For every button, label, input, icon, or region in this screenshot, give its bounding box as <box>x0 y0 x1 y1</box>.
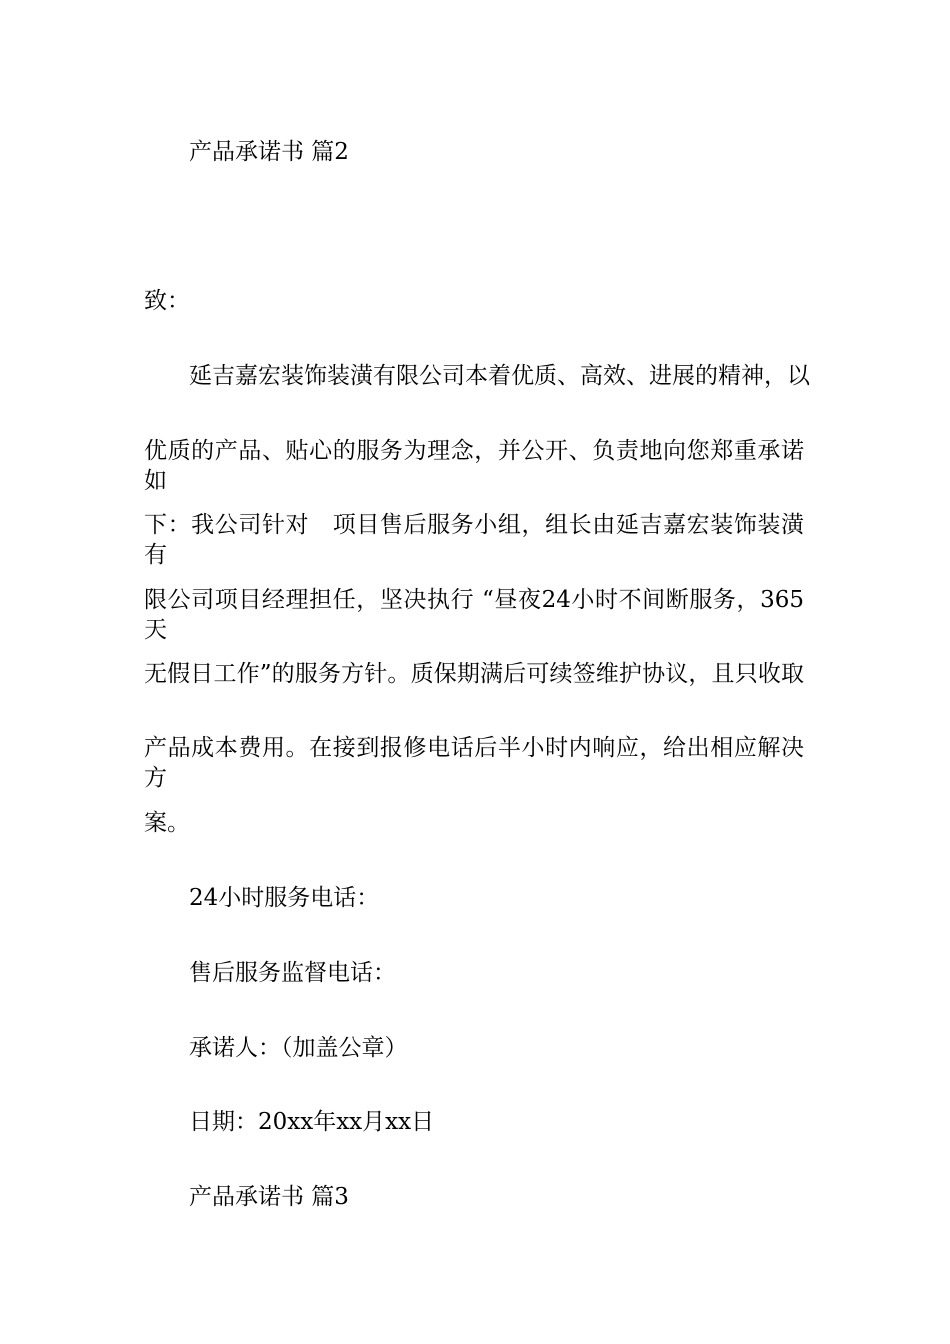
paragraph-line: 下：我公司针对 项目售后服务小组，组长由延吉嘉宏装饰装潢有 <box>144 512 804 568</box>
supervision-phone-label: 售后服务监督电话： <box>189 960 396 986</box>
paragraph-line: 优质的产品、贴心的服务为理念，并公开、负责地向您郑重承诺如 <box>144 438 804 494</box>
section-heading-2: 产品承诺书 篇2 <box>189 139 349 165</box>
paragraph-line: 延吉嘉宏装饰装潢有限公司本着优质、高效、进展的精神，以 <box>189 363 810 389</box>
service-phone-label: 24小时服务电话： <box>189 885 380 911</box>
section-heading-3: 产品承诺书 篇3 <box>189 1184 349 1210</box>
paragraph-line: 限公司项目经理担任，坚决执行 “昼夜24小时不间断服务，365天 <box>144 587 804 643</box>
promisor-label: 承诺人：（加盖公章） <box>189 1035 408 1061</box>
paragraph-line: 案。 <box>144 810 190 836</box>
paragraph-line: 无假日工作”的服务方针。质保期满后可续签维护协议，且只收取 <box>144 661 804 687</box>
salutation: 致： <box>144 288 190 314</box>
date-label: 日期：20xx年xx月xx日 <box>189 1109 435 1135</box>
paragraph-line: 产品成本费用。在接到报修电话后半小时内响应，给出相应解决方 <box>144 735 804 791</box>
